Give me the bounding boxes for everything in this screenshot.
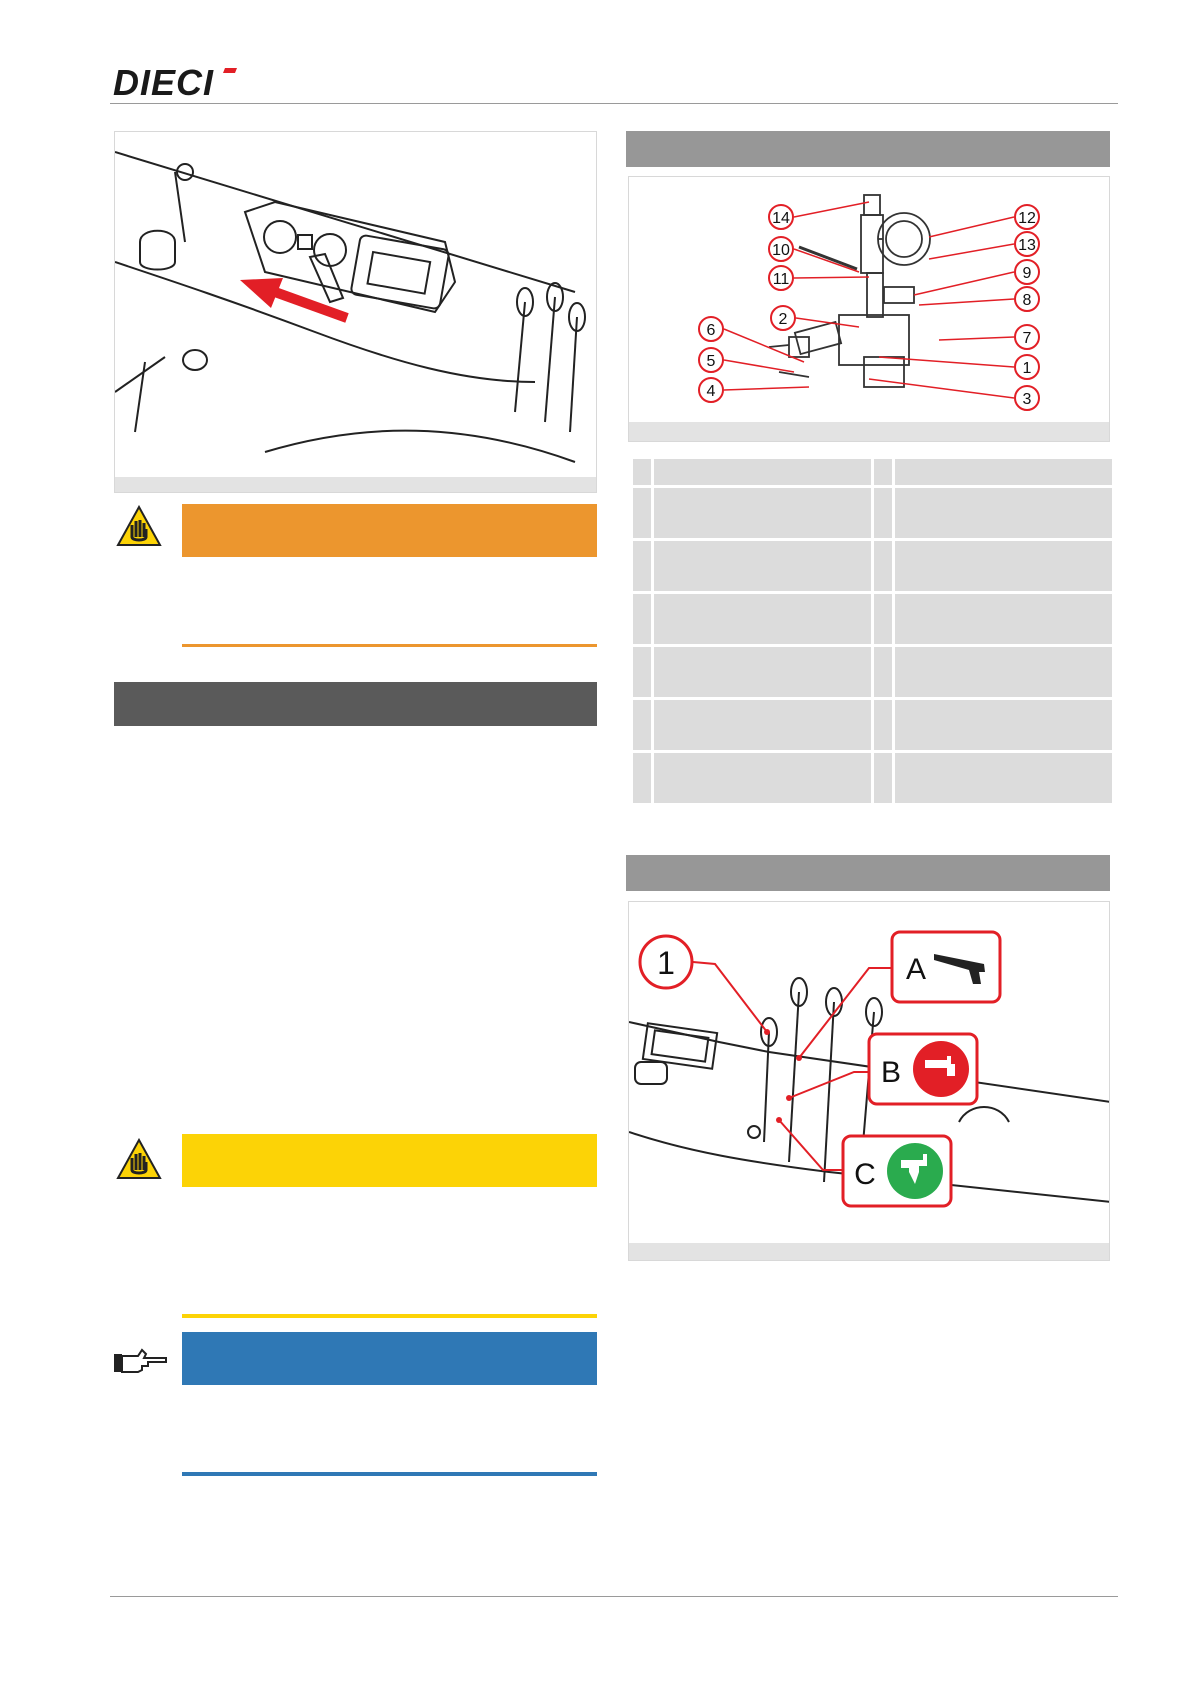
section-header-grey-2 <box>626 855 1110 891</box>
callout-6 <box>699 317 723 341</box>
svg-text:4: 4 <box>706 383 716 400</box>
callout-13 <box>1015 232 1039 256</box>
callout-2 <box>771 306 795 330</box>
callout-11 <box>769 266 793 290</box>
callout-14 <box>769 205 793 229</box>
table-row <box>632 752 1114 805</box>
warning-footer-rule-orange <box>182 644 597 647</box>
warning-header-orange <box>182 504 597 557</box>
svg-text:11: 11 <box>772 271 790 288</box>
svg-text:6: 6 <box>706 322 716 339</box>
svg-text:3: 3 <box>1022 391 1032 408</box>
left-arrow-red <box>240 278 347 318</box>
table-row <box>632 487 1114 540</box>
callout-8 <box>1015 287 1039 311</box>
table-row <box>632 593 1114 646</box>
footer-rule <box>110 1596 1118 1597</box>
section-header-grey-1 <box>626 131 1110 167</box>
dieci-logo <box>113 62 243 102</box>
svg-text:C: C <box>854 1158 876 1191</box>
table-row <box>632 699 1114 752</box>
hand-stop-warning-icon <box>116 505 162 547</box>
svg-text:2: 2 <box>778 311 788 328</box>
table-cell <box>893 458 1113 487</box>
table-row <box>632 540 1114 593</box>
table-cell <box>632 458 653 487</box>
svg-text:12: 12 <box>1018 210 1036 227</box>
figure-lever-functions <box>628 901 1110 1261</box>
svg-text:14: 14 <box>772 210 790 227</box>
pointing-hand-icon <box>112 1346 168 1376</box>
legend-table <box>630 456 1115 806</box>
valve-illustration <box>629 177 1110 417</box>
svg-text:1: 1 <box>657 945 675 981</box>
svg-text:9: 9 <box>1022 265 1032 282</box>
svg-text:8: 8 <box>1022 292 1032 309</box>
warning-header-yellow <box>182 1134 597 1187</box>
svg-text:5: 5 <box>706 353 716 370</box>
callout-5 <box>699 348 723 372</box>
warning-footer-rule-yellow <box>182 1314 597 1318</box>
table-cell <box>652 458 872 487</box>
hand-stop-warning-icon <box>116 1138 162 1180</box>
callout-9 <box>1015 260 1039 284</box>
callout-4 <box>699 378 723 402</box>
callout-10 <box>769 237 793 261</box>
callout-1 <box>1015 355 1039 379</box>
table-row <box>632 646 1114 699</box>
svg-text:7: 7 <box>1022 330 1032 347</box>
callout-7 <box>1015 325 1039 349</box>
figure-caption-bar <box>629 1243 1109 1261</box>
valve-callouts <box>724 202 1014 398</box>
callout-1 <box>640 936 692 988</box>
svg-text:13: 13 <box>1018 237 1036 254</box>
water-tap-green-icon <box>887 1143 943 1199</box>
header-rule <box>110 103 1118 104</box>
lever-illustration <box>629 902 1110 1238</box>
table-cell <box>872 458 893 487</box>
svg-text:B: B <box>880 1056 902 1089</box>
callout-c-tap-green <box>843 1136 951 1206</box>
callout-3 <box>1015 386 1039 410</box>
note-header-blue <box>182 1332 597 1385</box>
callout-a-spray-gun <box>892 932 1000 1002</box>
figure-valve-assembly <box>628 176 1110 442</box>
figure-caption-bar <box>115 477 596 493</box>
dashboard-illustration <box>115 132 597 472</box>
water-tap-red-icon <box>913 1041 969 1097</box>
figure-caption-bar <box>629 422 1109 442</box>
figure-dashboard-switch <box>114 131 597 493</box>
svg-text:10: 10 <box>772 242 790 259</box>
table-header-row <box>632 458 1114 487</box>
callout-12 <box>1015 205 1039 229</box>
section-header-dark <box>114 682 597 726</box>
svg-text:DIECI: DIECI <box>113 62 215 102</box>
svg-text:A: A <box>905 953 927 986</box>
note-footer-rule-blue <box>182 1472 597 1476</box>
callout-b-tap-red <box>869 1034 977 1104</box>
svg-text:1: 1 <box>1022 360 1032 377</box>
